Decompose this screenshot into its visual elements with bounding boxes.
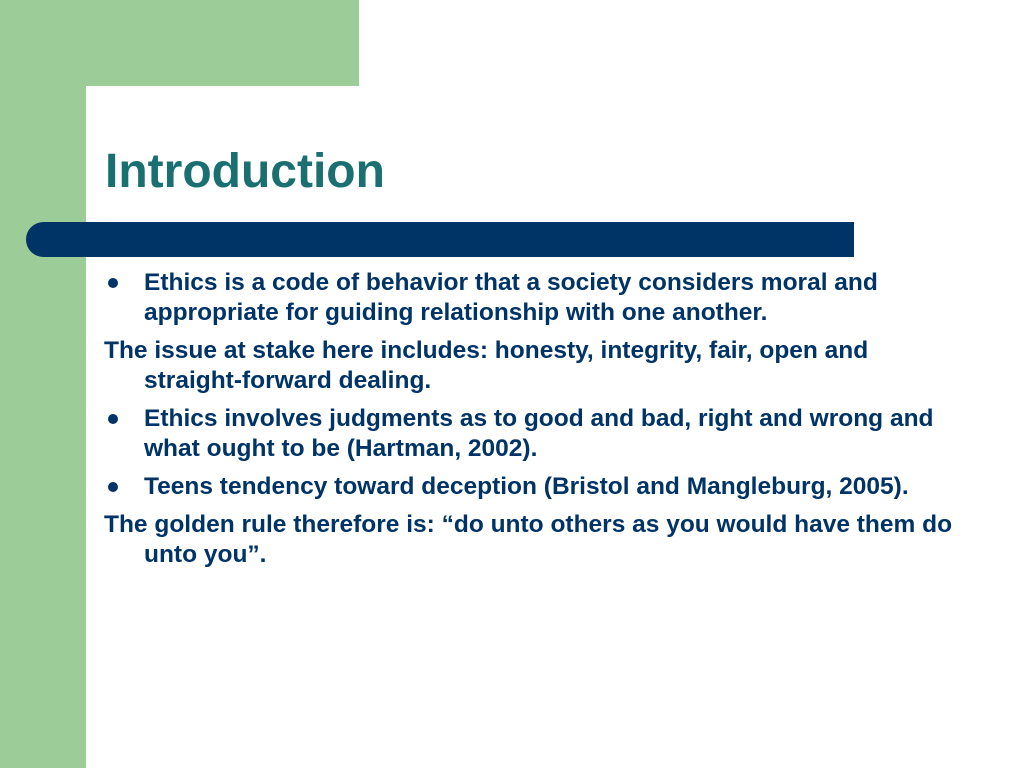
- bullet-text: Ethics is a code of behavior that a society considers moral and appropriate for guiding relationship with one another.: [144, 269, 878, 326]
- paragraph-text: The golden rule therefore is: “do unto others as you would have them do unto you”.: [104, 511, 953, 568]
- paragraph-item: [104, 510, 964, 570]
- bullet-text: Teens tendency toward deception (Bristol and Mangleburg, 2005).: [144, 473, 909, 500]
- bullet-dot-icon: [108, 278, 118, 288]
- bullet-item: [104, 472, 964, 502]
- green-side-band: [0, 0, 86, 768]
- paragraph-item: [104, 336, 964, 396]
- green-top-band: [86, 0, 359, 86]
- bullet-dot-icon: [108, 482, 118, 492]
- title-underline-bar: [26, 222, 854, 257]
- bullet-item: [104, 268, 964, 328]
- slide-body: [104, 268, 964, 578]
- bullet-text: Ethics involves judgments as to good and bad, right and wrong and what ought to be (Hartman, 2002).: [144, 405, 934, 462]
- bullet-item: [104, 404, 964, 464]
- paragraph-text: The issue at stake here includes: honesty, integrity, fair, open and straight-forward dealing.: [104, 337, 869, 394]
- bullet-dot-icon: [108, 414, 118, 424]
- slide-title: Introduction: [105, 145, 385, 198]
